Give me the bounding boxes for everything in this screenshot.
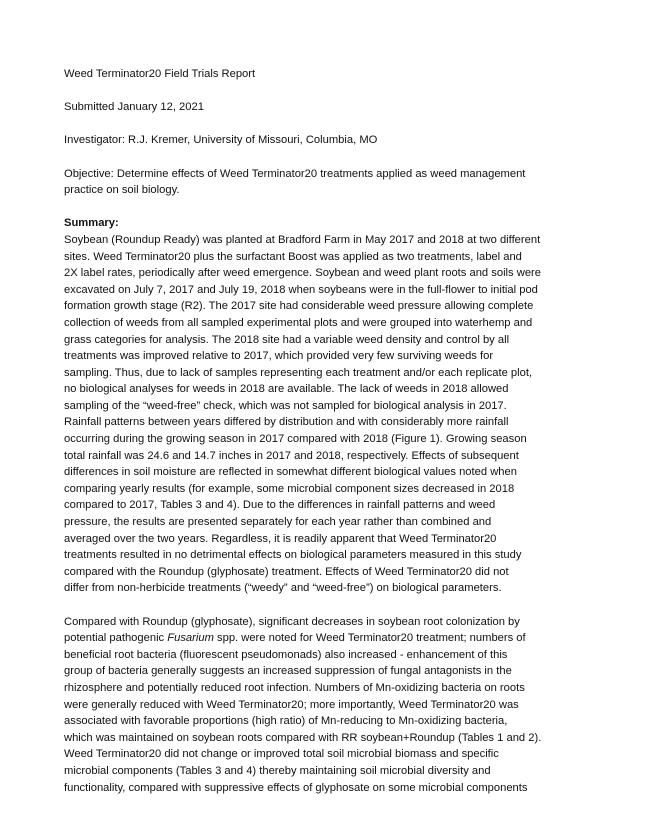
summary-line: 2X label rates, periodically after weed emergence. Soybean and weed plant roots and soils were — [64, 267, 541, 280]
summary-line: treatments was improved relative to 2017, which provided very few surviving weeds for — [64, 350, 494, 363]
summary-heading: Summary: — [64, 217, 119, 230]
summary-line: differ from non-herbicide treatments (“weedy” and “weed-free”) on biological parameters. — [64, 582, 502, 595]
spacer — [64, 597, 588, 614]
summary-line: pressure, the results are presented separately for each year rather than combined and — [64, 516, 492, 529]
objective-line: Objective: Determine effects of Weed Terminator20 treatments applied as weed management — [64, 167, 526, 180]
summary-line: differences in soil moisture are reflected in somewhat different biological values noted when — [64, 466, 517, 479]
spacer — [64, 83, 588, 100]
submitted-date: Submitted January 12, 2021 — [64, 101, 204, 114]
summary-line: sampling of the “weed-free” check, which was not sampled for biological analysis in 2017. — [64, 399, 507, 412]
results-line: Compared with Roundup (glyphosate), significant decreases in soybean root colonization by — [64, 615, 520, 628]
results-line: functionality, compared with suppressive effects of glyphosate on some microbial components — [64, 781, 528, 794]
summary-line: collection of weeds from all sampled experimental plots and were grouped into waterhemp and — [64, 316, 533, 329]
results-line: beneficial root bacteria (fluorescent pseudomonads) also increased - enhancement of this — [64, 648, 508, 661]
results-line-fusarium — [64, 630, 588, 647]
spacer — [64, 199, 588, 216]
fusarium-italic: Fusarium — [167, 632, 214, 645]
results-text: spp. were noted for Weed Terminator20 treatment; numbers of — [213, 632, 526, 645]
results-line: microbial components (Tables 3 and 4) thereby maintaining soil microbial diversity and — [64, 764, 491, 777]
results-line: associated with favorable proportions (high ratio) of Mn-reducing to Mn-oxidizing bacteria, — [64, 715, 508, 728]
summary-line: comparing yearly results (for example, some microbial component sizes decreased in 2018 — [64, 482, 515, 495]
summary-line: sites. Weed Terminator20 plus the surfactant Boost was applied as two treatments, label and — [64, 250, 522, 263]
spacer — [64, 149, 588, 166]
summary-line: compared to 2017, Tables 3 and 4). Due to the differences in rainfall patterns and weed — [64, 499, 496, 512]
objective-paragraph — [64, 166, 588, 199]
results-paragraph — [64, 614, 588, 797]
results-line: which was maintained on soybean roots compared with RR soybean+Roundup (Tables 1 and 2). — [64, 731, 542, 744]
summary-line: averaged over the two years. Regardless, it is readily apparent that Weed Terminator20 — [64, 532, 497, 545]
objective-line: practice on soil biology. — [64, 184, 180, 197]
results-line: group of bacteria generally suggests an increased suppression of fungal antagonists in the — [64, 665, 512, 678]
summary-paragraph — [64, 232, 588, 597]
summary-line: grass categories for analysis. The 2018 site had a variable weed density and control by all — [64, 333, 510, 346]
report-page — [64, 66, 588, 796]
results-line: were generally reduced with Weed Terminator20; more importantly, Weed Terminator20 was — [64, 698, 519, 711]
summary-line: occurring during the growing season in 2017 compared with 2018 (Figure 1). Growing season — [64, 433, 527, 446]
spacer — [64, 116, 588, 133]
summary-line: Soybean (Roundup Ready) was planted at Bradford Farm in May 2017 and 2018 at two different — [64, 233, 541, 246]
results-line: Weed Terminator20 did not change or improved total soil microbial biomass and specific — [64, 748, 499, 761]
results-line: rhizosphere and potentially reduced root infection. Numbers of Mn-oxidizing bacteria on roots — [64, 681, 525, 694]
summary-line: no biological analyses for weeds in 2018 are available. The lack of weeds in 2018 allowed — [64, 383, 509, 396]
summary-line: Rainfall patterns between years differed by distribution and with considerably more rainfall — [64, 416, 509, 429]
summary-line: treatments resulted in no detrimental effects on biological parameters measured in this study — [64, 549, 522, 562]
summary-line: total rainfall was 24.6 and 14.7 inches in 2017 and 2018, respectively. Effects of subsequent — [64, 449, 519, 462]
investigator: Investigator: R.J. Kremer, University of Missouri, Columbia, MO — [64, 134, 378, 147]
results-text: potential pathogenic — [64, 632, 168, 645]
summary-line: excavated on July 7, 2017 and July 19, 2018 when soybeans were in the full-flower to initial pod — [64, 283, 538, 296]
report-title: Weed Terminator20 Field Trials Report — [64, 68, 256, 80]
summary-line: compared with the Roundup (glyphosate) treatment. Effects of Weed Terminator20 did not — [64, 565, 509, 578]
summary-line: formation growth stage (R2). The 2017 site had considerable weed pressure allowing complete — [64, 300, 534, 313]
summary-line: sampling. Thus, due to lack of samples representing each treatment and/or each replicate plot, — [64, 366, 533, 379]
